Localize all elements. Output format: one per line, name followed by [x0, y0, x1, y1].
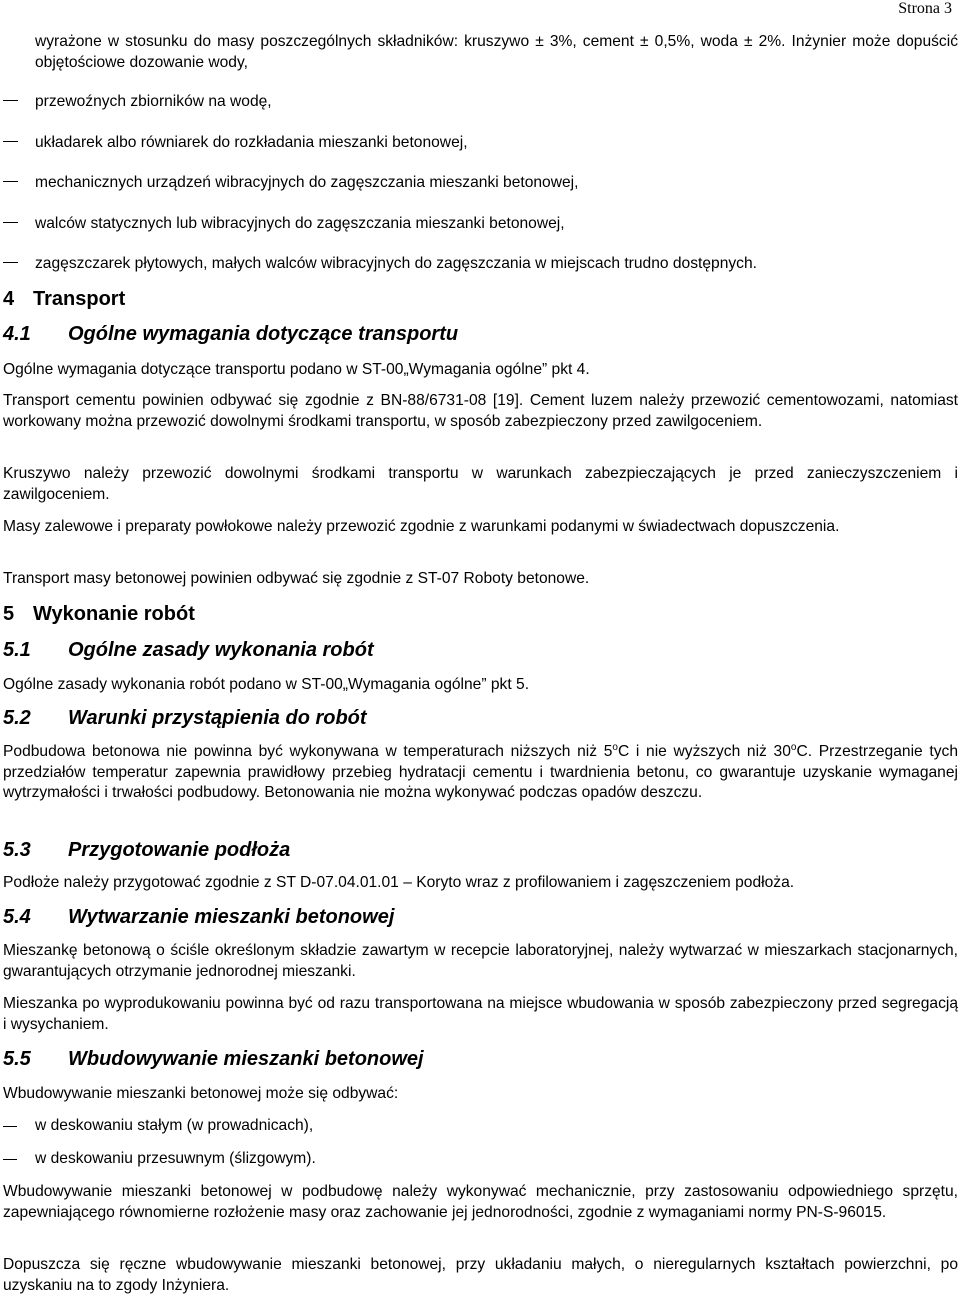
section-4-1-body	[3, 391, 958, 432]
section-4-1-body	[3, 569, 958, 590]
section-5-2-heading: 5.2 Warunki przystąpienia do robót	[3, 707, 367, 729]
list-item: w deskowaniu przesuwnym (ślizgowym).	[35, 1150, 316, 1167]
paragraph: Ogólne zasady wykonania robót podano w ST-00„Wymagania ogólne” pkt 5.	[3, 676, 530, 693]
section-5-4-body	[3, 994, 958, 1035]
paragraph: Transport masy betonowej powinien odbywać się zgodnie z ST-07 Roboty betonowe.	[3, 570, 590, 587]
section-5-5-intro	[3, 1084, 958, 1105]
formwork-list	[3, 1116, 958, 1182]
equipment-list	[3, 92, 958, 295]
intro-paragraph: wyrażone w stosunku do masy poszczególnych składników: kruszywo ± 3%, cement ± 0,5%, woda ± 2%. Inżynier może dopuścić objętościowe dozowanie wody,	[35, 33, 958, 71]
section-4-1-body	[3, 360, 958, 381]
section-5-1-heading: 5.1 Ogólne zasady wykonania robót	[3, 639, 374, 661]
section-5-1-body	[3, 675, 958, 696]
paragraph: Ogólne wymagania dotyczące transportu podano w ST-00„Wymagania ogólne” pkt 4.	[3, 361, 590, 378]
section-5-2-body	[3, 742, 958, 804]
section-4-1-heading: 4.1 Ogólne wymagania dotyczące transportu	[3, 323, 459, 345]
section-5-5-body	[3, 1182, 958, 1223]
section-5-5-body	[3, 1255, 958, 1296]
paragraph: Mieszanka po wyprodukowaniu powinna być od razu transportowana na miejsce wbudowania w sposób zabezpieczony przed segregacją i wysychaniem.	[3, 995, 958, 1033]
paragraph: Wbudowywanie mieszanki betonowej może się odbywać:	[3, 1085, 399, 1102]
document-page	[3, 0, 958, 1300]
list-item: walców statycznych lub wibracyjnych do zagęszczania mieszanki betonowej,	[35, 214, 565, 232]
paragraph: Masy zalewowe i preparaty powłokowe należy przewozić zgodnie z warunkami podanymi w świadectwach dopuszczenia.	[3, 518, 840, 535]
list-item: przewoźnych zbiorników na wodę,	[35, 93, 272, 110]
paragraph: Podbudowa betonowa nie powinna być wykonywana w temperaturach niższych niż 5$^o$C i nie wyższych niż 30$^o$C. Przestrzeganie tych przedziałów temperatur zapewnia prawidłowy przebieg hydratacji cementu i twardnienia betonu, co gwarantuje uzyskanie wymaganej wytrzymałości i trwałości podbudowy. Betonowania nie można wykonywać podczas opadów deszczu.	[3, 742, 958, 801]
paragraph: Mieszankę betonową o ściśle określonym składzie zawartym w recepcie laboratoryjnej, należy wytwarzać w mieszarkach stacjonarnych, gwarantujących otrzymanie jednorodnej mieszanki.	[3, 942, 958, 980]
list-item: zagęszczarek płytowych, małych walców wibracyjnych do zagęszczania w miejscach trudno dostępnych.	[35, 255, 757, 272]
paragraph: Dopuszcza się ręczne wbudowywanie mieszanki betonowej, przy układaniu małych, o nieregularnych kształtach powierzchni, po uzyskaniu na to zgody Inżyniera.	[3, 1256, 958, 1294]
section-4-1-body	[3, 517, 958, 538]
paragraph: Wbudowywanie mieszanki betonowej w podbudowę należy wykonywać mechanicznie, przy zastosowaniu odpowiedniego sprzętu, zapewniającego równomierne rozłożenie masy oraz zachowanie jej jednorodności, zgodnie z wymaganiami normy PN-S-96015.	[3, 1183, 958, 1221]
section-4-1-body	[3, 464, 958, 505]
section-5-4-heading: 5.4 Wytwarzanie mieszanki betonowej	[3, 906, 395, 928]
section-5-5-heading: 5.5 Wbudowywanie mieszanki betonowej	[3, 1048, 424, 1070]
section-4-heading: 4 Transport	[3, 288, 126, 310]
paragraph: Podłoże należy przygotować zgodnie z ST D-07.04.01.01 – Koryto wraz z profilowaniem i zagęszczeniem podłoża.	[3, 874, 795, 891]
list-item: w deskowaniu stałym (w prowadnicach),	[35, 1117, 314, 1134]
list-item: mechanicznych urządzeń wibracyjnych do zagęszczania mieszanki betonowej,	[35, 174, 579, 191]
section-5-3-heading: 5.3 Przygotowanie podłoża	[3, 839, 291, 861]
page-number: Strona 3	[898, 0, 952, 17]
section-5-heading: 5 Wykonanie robót	[3, 603, 195, 625]
paragraph: Kruszywo należy przewozić dowolnymi środkami transportu w warunkach zabezpieczających je przed zanieczyszczeniem i zawilgoceniem.	[3, 465, 958, 503]
list-item: układarek albo równiarek do rozkładania mieszanki betonowej,	[35, 133, 468, 151]
section-5-4-body	[3, 941, 958, 982]
paragraph: Transport cementu powinien odbywać się zgodnie z BN-88/6731-08 [19]. Cement luzem należy przewozić cementowozami, natomiast workowany można przewozić dowolnymi środkami transportu, w sposób zabezpieczony przed zawilgoceniem.	[3, 392, 958, 430]
section-5-3-body	[3, 873, 958, 894]
